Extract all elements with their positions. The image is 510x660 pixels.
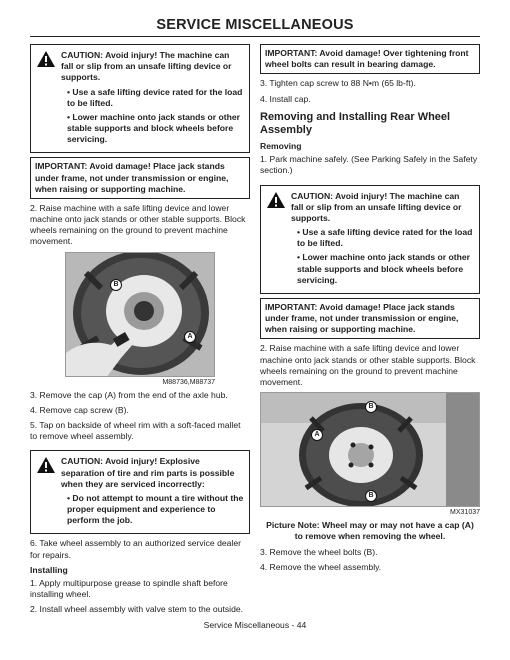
title-rule xyxy=(30,36,480,37)
front-wheel-figure xyxy=(65,252,215,377)
left-column xyxy=(30,44,250,619)
callout-b-top: B xyxy=(365,401,377,413)
page-footer: Service Miscellaneous - 44 xyxy=(203,620,307,630)
callout-b: B xyxy=(110,279,122,291)
step-5-tap-rim: 5. Tap on backside of wheel rim with a soft-faced mallet to remove wheel assembly. xyxy=(30,420,241,442)
caution-box-lifting xyxy=(30,44,250,153)
step-3-remove-cap: 3. Remove the cap (A) from the end of the axle hub. xyxy=(30,389,228,400)
page-title: SERVICE MISCELLANEOUS xyxy=(156,17,354,33)
warning-triangle-icon xyxy=(266,191,286,209)
section-heading-rear-wheel: Removing and Installing Rear Wheel Assembly xyxy=(260,110,451,136)
warning-triangle-icon xyxy=(36,50,56,68)
removing-heading: Removing xyxy=(260,141,302,152)
step-4-remove-screw: 4. Remove cap screw (B). xyxy=(30,404,129,415)
rear-step-3: 3. Remove the wheel bolts (B). xyxy=(260,546,378,557)
install-step-2: 2. Install wheel assembly with valve stem to the outside. xyxy=(30,604,244,615)
step-6-dealer: 6. Take wheel assembly to an authorized service dealer for repairs. xyxy=(30,538,241,560)
callout-b-bottom: B xyxy=(365,490,377,502)
step-2-raise-rear: 2. Raise machine with a safe lifting device and lower machine onto jack stands or other stable supports. Block wheels remaining on the ground to prevent machine movement. xyxy=(260,343,476,387)
caution-lead: CAUTION: Avoid injury! Explosive separation of tire and rim parts is possible when they are serviced incorrectly: xyxy=(61,456,235,489)
caution-lead: CAUTION: Avoid injury! The machine can fall or slip from an unsafe lifting device or supports. xyxy=(61,50,232,83)
step-3-torque: 3. Tighten cap screw to 88 N•m (65 lb-ft). xyxy=(260,78,416,89)
caution-box-lifting-rear xyxy=(260,185,480,294)
rear-wheel-figure xyxy=(260,392,480,507)
callout-a: A xyxy=(184,331,196,343)
caution-box-explosive xyxy=(30,450,250,534)
step-4-install-cap: 4. Install cap. xyxy=(260,93,311,104)
figure-label: M88736,M88737 xyxy=(162,378,215,386)
caution-bullet: • Do not attempt to mount a tire without the proper equipment and experience to perform the job. xyxy=(67,492,244,526)
important-box-jack-stands-rear: IMPORTANT: Avoid damage! Place jack stands under frame, not under transmission or engine, when raising or supporting machine. xyxy=(260,298,480,340)
warning-triangle-icon xyxy=(36,456,56,474)
rear-step-4: 4. Remove the wheel assembly. xyxy=(260,561,382,572)
caution-lead: CAUTION: Avoid injury! The machine can fall or slip from an unsafe lifting device or supports. xyxy=(291,190,462,223)
step-1-park: 1. Park machine safely. (See Parking Safely in the Safety section.) xyxy=(260,154,478,176)
caution-bullet: • Use a safe lifting device rated for the load to be lifted. xyxy=(67,86,243,108)
important-box-jack-stands: IMPORTANT: Avoid damage! Place jack stands under frame, not under transmission or engine, when raising or supporting machine. xyxy=(30,157,250,199)
right-column xyxy=(260,44,480,577)
important-box-overtightening: IMPORTANT: Avoid damage! Over tightening front wheel bolts can result in bearing damage. xyxy=(260,44,480,74)
installing-heading: Installing xyxy=(30,564,68,575)
callout-a: A xyxy=(311,429,323,441)
picture-note: Picture Note: Wheel may or may not have a cap (A) to remove when removing the wheel. xyxy=(266,520,474,542)
front-wheel-illustration xyxy=(66,253,215,377)
caution-bullet: • Lower machine onto jack stands or other stable supports and block wheels before servicing. xyxy=(67,111,241,145)
caution-bullet: • Use a safe lifting device rated for the load to be lifted. xyxy=(297,227,473,249)
caution-bullet: • Lower machine onto jack stands or other stable supports and block wheels before servicing. xyxy=(297,252,471,285)
install-step-1: 1. Apply multipurpose grease to spindle shaft before installing wheel. xyxy=(30,577,228,600)
step-2-raise: 2. Raise machine with a safe lifting device and lower machine onto jack stands or other stable supports. Block wheels remaining on the ground to prevent machine movement. xyxy=(30,202,246,247)
figure-label: MX31037 xyxy=(450,509,480,517)
